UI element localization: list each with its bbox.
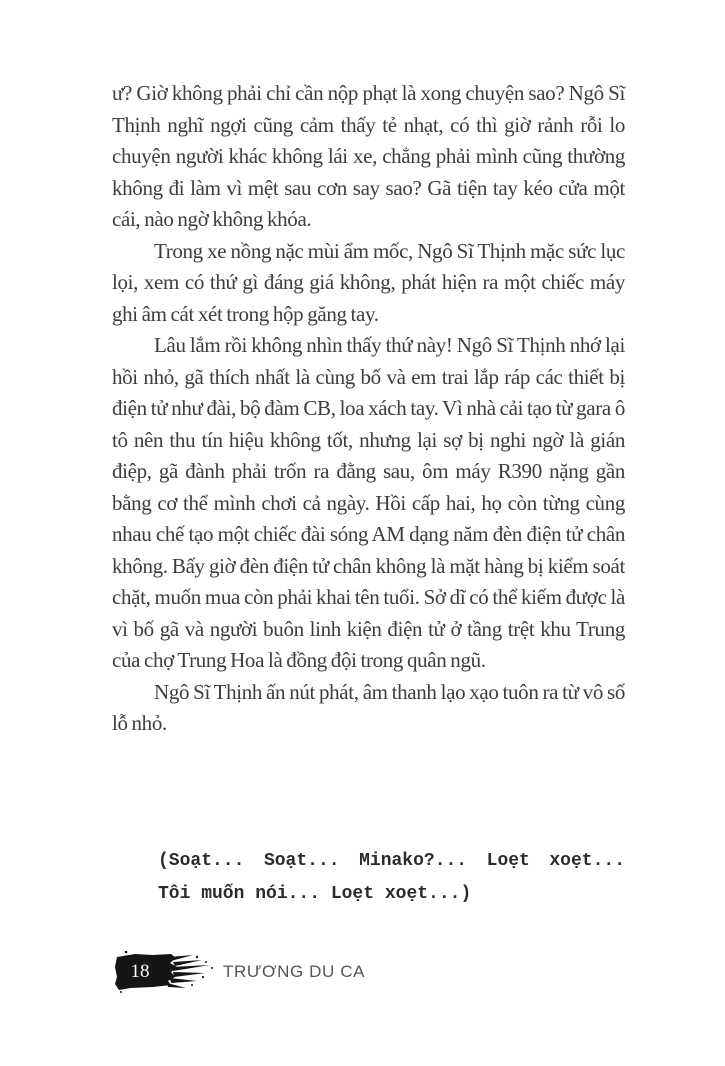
tape-transcript [158,845,625,911]
ink-brush-graphic [113,951,213,993]
paragraph: Ngô Sĩ Thịnh ấn nút phát, âm thanh lạo xạo tuôn ra từ vô số lỗ nhỏ. [112,679,625,735]
body-text [112,78,625,740]
running-title: TRƯƠNG DU CA [223,962,366,981]
transcript-line: Tôi muốn nói... Loẹt xoẹt...) [158,884,472,904]
page-number: 18 [130,961,150,983]
paragraph: Trong xe nồng nặc mùi ẩm mốc, Ngô Sĩ Thịnh mặc sức lục lọi, xem có thứ gì đáng giá không, phát hiện ra một chiếc máy ghi âm cát xét trong hộp găng tay. [112,238,625,326]
paragraph: ư? Giờ không phải chỉ cần nộp phạt là xong chuyện sao? Ngô Sĩ Thịnh nghĩ ngợi cũng cảm thấy tẻ nhạt, có thì giờ rảnh rỗi lo chuyện người khác không lái xe, chẳng phải mình cũng thường không đi làm vì mệt sau cơn say sao? Gã tiện tay kéo cửa một cái, nào ngờ không khóa. [112,81,625,231]
page-footer [113,951,365,993]
transcript-line: (Soạt... Soạt... Minako?... Loẹt xoẹt... [158,851,625,871]
paragraph: Lâu lắm rồi không nhìn thấy thứ này! Ngô Sĩ Thịnh nhớ lại hồi nhỏ, gã thích nhất là cùng bố và em trai lắp ráp các thiết bị điện tử như đài, bộ đàm CB, loa xách tay. Vì nhà cải tạo từ gara ô tô nên thu tín hiệu không tốt, nhưng lại sợ bị nghi ngờ là gián điệp, gã đành phải trốn ra đằng sau, ôm máy R390 nặng gần bằng cơ thể mình chơi cả ngày. Hồi cấp hai, họ còn từng cùng nhau chế tạo một chiếc đài sóng AM dạng năm đèn điện tử chân không. Bấy giờ đèn điện tử chân không là mặt hàng bị kiểm soát chặt, muốn mua còn phải khai tên tuổi. Sở dĩ có thể kiếm được là vì bố gã và người buôn linh kiện điện tử ở tầng trệt khu Trung của chợ Trung Hoa là đồng đội trong quân ngũ. [112,333,625,672]
